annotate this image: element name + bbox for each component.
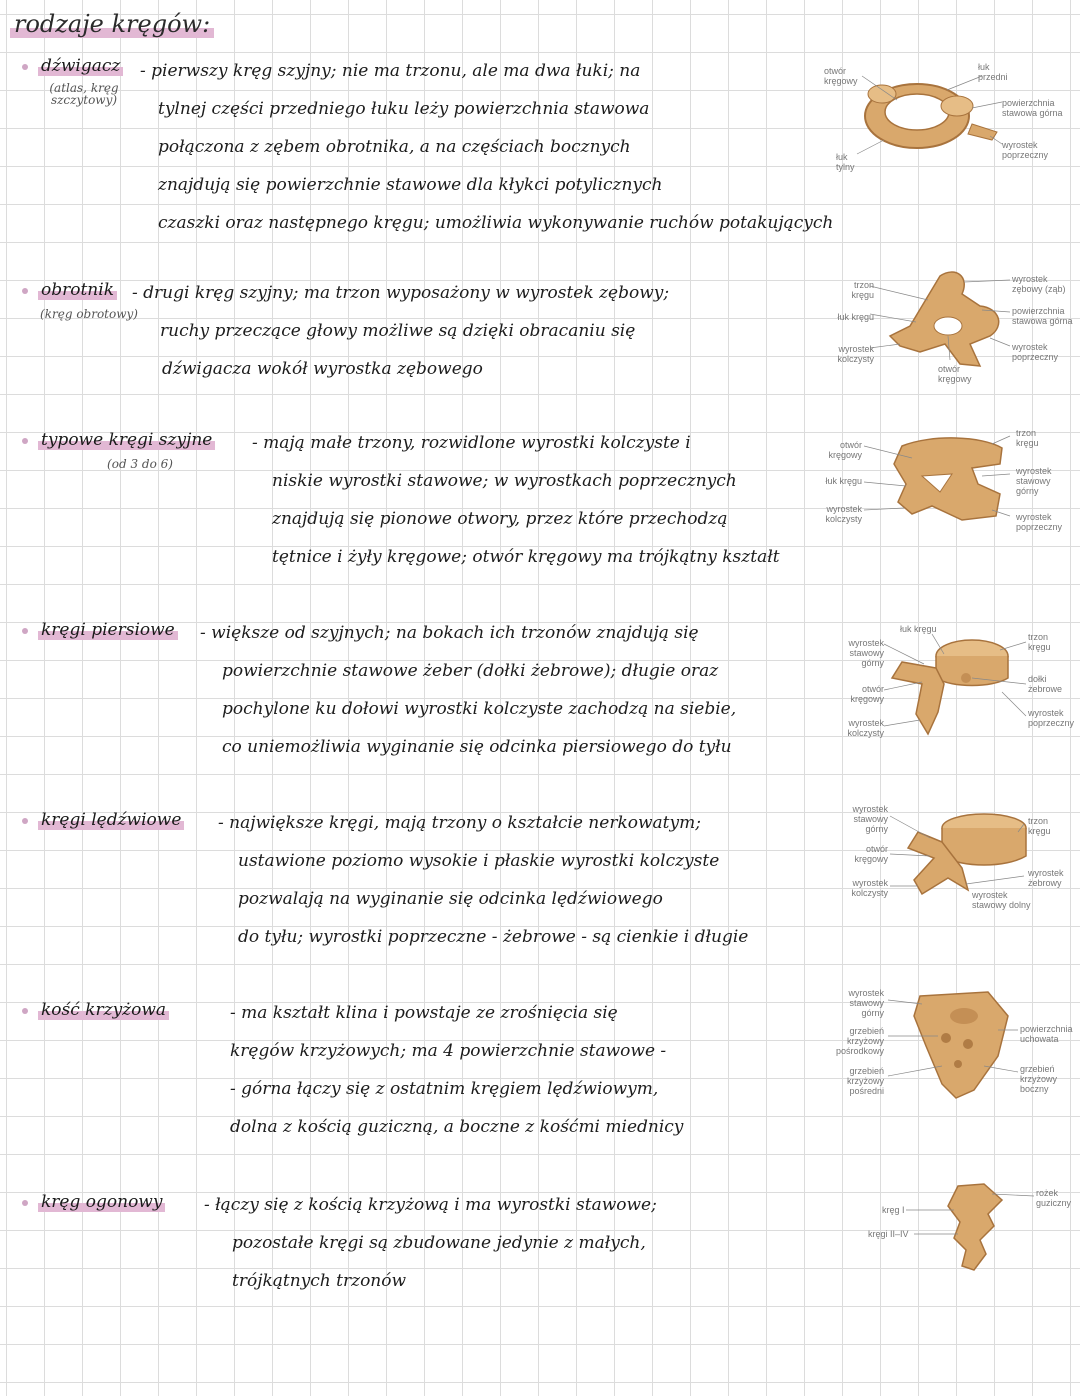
bullet-icon — [22, 1200, 28, 1206]
label-powierzchnia: powierzchnia stawowa górna — [1012, 306, 1073, 326]
label-luk: łuk kręgu — [825, 476, 862, 486]
label-luk: łuk kręgu — [837, 312, 874, 322]
label-dolki: dołki żebrowe — [1028, 674, 1063, 694]
bullet-icon — [22, 288, 28, 294]
section-cervical — [0, 428, 1080, 588]
label-otwor: otwór kręgowy — [850, 684, 884, 704]
term-lumbar: kręgi lędźwiowe — [38, 810, 184, 830]
term-thoracic: kręgi piersiowe — [38, 620, 178, 640]
axis-illustration — [830, 266, 1080, 416]
label-luk-przedni: łuk przedni — [978, 62, 1008, 82]
term-axis-sub: (kręg obrotowy) — [40, 307, 138, 321]
section-thoracic — [0, 618, 1080, 778]
label-wyrostek-poprzeczny: wyrostek poprzeczny — [1002, 140, 1049, 160]
label-rozek: rożek guziczny — [1036, 1188, 1072, 1208]
label-otwor: otwór kręgowy — [854, 844, 888, 864]
term-atlas: dźwigacz — [38, 56, 123, 76]
page-title: rodzaje kręgów: — [10, 10, 214, 38]
label-powierzchnia-uchowata: powierzchnia uchowata — [1020, 1024, 1073, 1044]
bullet-icon — [22, 818, 28, 824]
desc-cervical: - mają małe trzony, rozwidlone wyrostki kolczyste i niskie wyrostki stawowe; w wyrostkach poprzecznych znajdują się pionowe otwory, przez które przechodzą tętnice i żyły kręgowe; otwór kręgowy ma trójkątny kształt — [252, 433, 780, 567]
label-trzon: trzon kręgu — [1016, 428, 1039, 448]
desc-sacrum: - ma kształt klina i powstaje ze zrośnięcia się kręgów krzyżowych; ma 4 powierzchnie stawowe - - górna łączy się z ostatnim kręgiem lędźwiowym, dolna z kością guziczną, a boczne z kośćmi miednicy — [230, 1003, 684, 1137]
desc-axis: - drugi kręg szyjny; ma trzon wyposażony w wyrostek zębowy; ruchy przeczące głowy możliwe są dzięki obracaniu się dźwigacza wokół wyrostka zębowego — [132, 283, 670, 379]
label-kreg-1: kręg I — [882, 1205, 905, 1215]
section-axis — [0, 274, 1080, 408]
atlas-illustration — [822, 54, 1072, 204]
term-atlas-sub: (atlas, kręg szczytowy) — [49, 81, 119, 107]
label-grzebien-posredni: grzebień krzyżowy pośredni — [846, 1066, 884, 1096]
desc-thoracic: - większe od szyjnych; na bokach ich trzonów znajdują się powierzchnie stawowe żeber (dołki żebrowe); długie oraz pochylone ku dołowi wyrostki kolczyste zachodzą na siebie, co uniemożliwia wyginanie się odcinka piersiowego do tyłu — [200, 623, 737, 757]
label-wyrostek-poprzeczny: wyrostek poprzeczny — [1028, 708, 1075, 728]
section-sacrum — [0, 988, 1080, 1158]
label-wyrostek-stawowy-gorny: wyrostek stawowy górny — [852, 804, 888, 834]
label-otwor: otwór kręgowy — [938, 364, 972, 384]
desc-lumbar: - największe kręgi, mają trzony o kształcie nerkowatym; ustawione poziomo wysokie i płaskie wyrostki kolczyste pozwalają na wyginanie się odcinka lędźwiowego do tyłu; wyrostki poprzeczne - żebrowe - są cienkie i długie — [218, 813, 749, 947]
term-axis: obrotnik — [38, 280, 117, 300]
section-lumbar — [0, 804, 1080, 968]
label-zab: wyrostek zębowy (ząb) — [1012, 274, 1066, 294]
term-coccyx: kręg ogonowy — [38, 1192, 165, 1212]
label-grzebien-posrodkowy: grzebień krzyżowy pośrodkowy — [836, 1026, 885, 1056]
label-luk: łuk kręgu — [900, 624, 937, 634]
cervical-illustration — [822, 424, 1072, 574]
label-luk-tylny: łuk tylny — [836, 152, 855, 172]
label-wyrostek-kolczysty: wyrostek kolczysty — [825, 504, 862, 524]
sacrum-illustration — [838, 986, 1080, 1136]
desc-coccyx: - łączy się z kością krzyżową i ma wyrostki stawowe; pozostałe kręgi są zbudowane jedynie z małych, trójkątnych trzonów — [204, 1195, 657, 1291]
term-cervical-sub: (od 3 do 6) — [107, 457, 173, 471]
section-coccyx — [0, 1190, 1080, 1320]
label-powierzchnia: powierzchnia stawowa górna — [1002, 98, 1063, 118]
lumbar-illustration — [838, 802, 1080, 952]
label-kregi-2-4: kręgi II–IV — [868, 1229, 909, 1239]
label-trzon: trzon kręgu — [1028, 816, 1051, 836]
label-trzon: trzon kręgu — [851, 280, 874, 300]
desc-atlas: - pierwszy kręg szyjny; nie ma trzonu, ale ma dwa łuki; na tylnej części przedniego łuku leży powierzchnia stawowa połączona z zębem obrotnika, a na częściach bocznych znajdują się powierzchnie stawowe dla kłykci potylicznych czaszki oraz następnego kręgu; umożliwia wykonywanie ruchów potakujących — [140, 61, 834, 233]
label-wyrostek-poprzeczny: wyrostek poprzeczny — [1012, 342, 1059, 362]
label-wyrostek-stawowy: wyrostek stawowy górny — [848, 988, 884, 1018]
label-otwor: otwór kręgowy — [824, 66, 858, 86]
label-grzebien-boczny: grzebień krzyżowy boczny — [1020, 1064, 1058, 1094]
term-cervical: typowe kręgi szyjne — [38, 430, 215, 450]
bullet-icon — [22, 628, 28, 634]
term-sacrum: kość krzyżowa — [38, 1000, 169, 1020]
bullet-icon — [22, 438, 28, 444]
label-wyrostek-kolczysty: wyrostek kolczysty — [837, 344, 874, 364]
label-wyrostek-poprzeczny: wyrostek poprzeczny — [1016, 512, 1063, 532]
bullet-icon — [22, 1008, 28, 1014]
label-wyrostek-stawowy: wyrostek stawowy górny — [1016, 466, 1052, 496]
label-wyrostek-kolczysty: wyrostek kolczysty — [847, 718, 884, 738]
section-atlas — [0, 52, 1080, 252]
label-wyrostek-stawowy-dolny: wyrostek stawowy dolny — [972, 890, 1031, 910]
label-wyrostek-kolczysty: wyrostek kolczysty — [851, 878, 888, 898]
label-wyrostek-stawowy: wyrostek stawowy górny — [848, 638, 884, 668]
label-otwor: otwór kręgowy — [828, 440, 862, 460]
coccyx-illustration — [862, 1182, 1080, 1332]
label-wyrostek-zebrowy: wyrostek żebrowy — [1028, 868, 1064, 888]
label-trzon: trzon kręgu — [1028, 632, 1051, 652]
thoracic-illustration — [832, 622, 1080, 772]
bullet-icon — [22, 64, 28, 70]
